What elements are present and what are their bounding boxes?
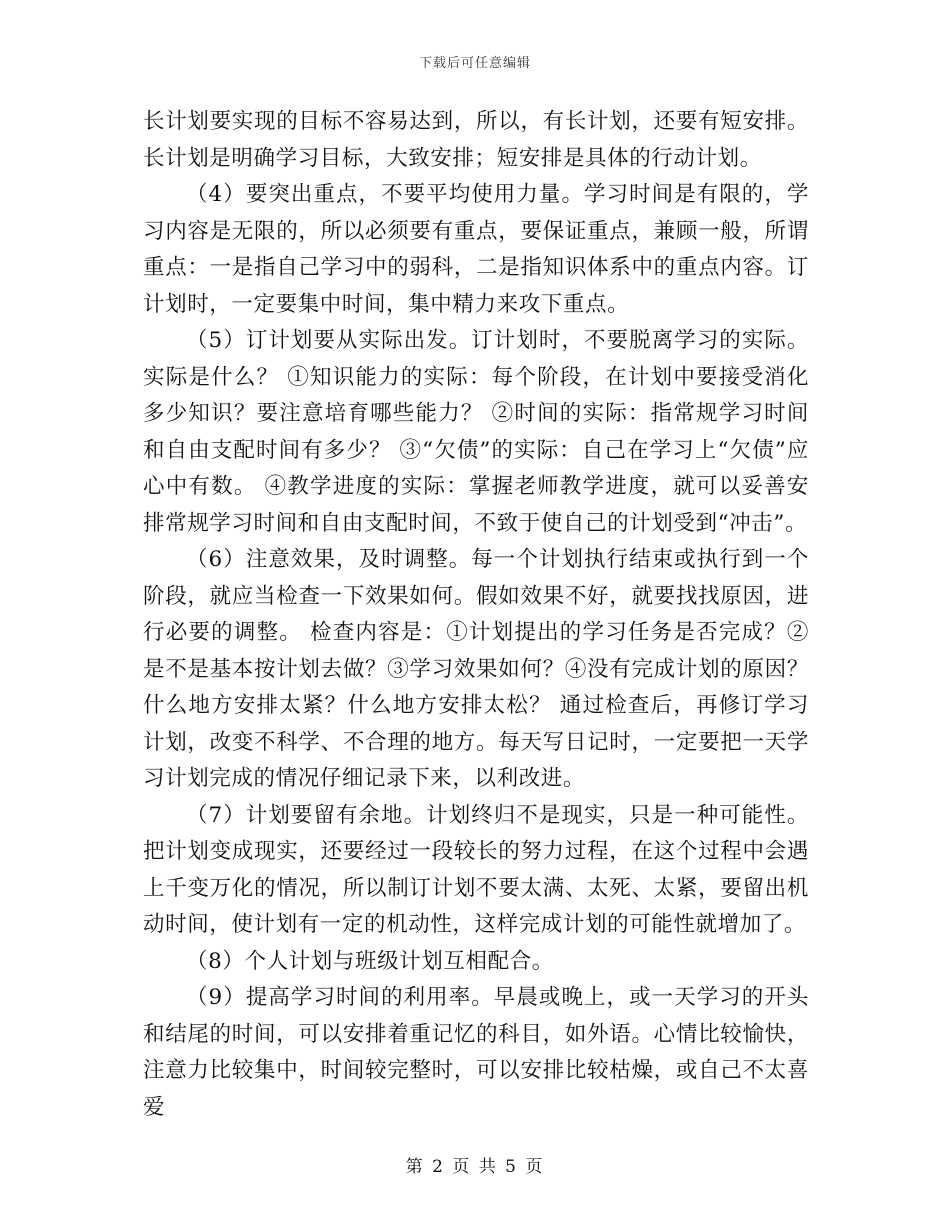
page-footer: 第 2 页 共 5 页 [405, 1157, 545, 1177]
document-body [143, 104, 809, 1126]
paragraph-4: （6）注意效果，及时调整。每一个计划执行结束或执行到一个阶段，就应当检查一下效果如何。假如效果不好，就要找找原因，进行必要的调整。 检查内容是：①计划提出的学习任务是否完成？②是不是基本按计划去做？③学习效果如何？④没有完成计划的原因？什么地方安排太紧？什么地方安排太松？ 通过检查后，再修订学习计划，改变不科学、不合理的地方。每天写日记时，一定要把一天学习计划完成的情况仔细记录下来，以利改进。 [143, 547, 809, 791]
paragraph-3: （5）订计划要从实际出发。订计划时，不要脱离学习的实际。 实际是什么？ ①知识能力的实际：每个阶段，在计划中要接受消化多少知识？要注意培育哪些能力？ ②时间的实际：指常规学习时间和自由支配时间有多少？ ③“欠债”的实际：自己在学习上“欠债”应心中有数。 ④教学进度的实际：掌握老师教学进度，就可以妥善安排常规学习时间和自由支配时间，不致于使自己的计划受到“冲击”。 [143, 328, 809, 536]
paragraph-5: （7）计划要留有余地。计划终归不是现实，只是一种可能性。把计划变成现实，还要经过一段较长的努力过程，在这个过程中会遇上千变万化的情况，所以制订计划不要太满、太死、太紧，要留出机动时间，使计划有一定的机动性，这样完成计划的可能性就增加了。 [143, 802, 809, 937]
paragraph-7: （9）提高学习时间的利用率。早晨或晚上，或一天学习的开头和结尾的时间，可以安排着重记忆的科目，如外语。心情比较愉快，注意力比较集中，时间较完整时，可以安排比较枯燥，或自己不太喜爱 [143, 985, 809, 1120]
page-header: 下载后可任意编辑 [418, 56, 531, 71]
paragraph-6: （8）个人计划与班级计划互相配合。 [186, 948, 554, 974]
paragraph-2: （4）要突出重点，不要平均使用力量。学习时间是有限的，学习内容是无限的，所以必须要有重点，要保证重点，兼顾一般，所谓重点：一是指自己学习中的弱科，二是指知识体系中的重点内容。订计划时，一定要集中时间，集中精力来攻下重点。 [143, 182, 809, 317]
paragraph-1: 长计划要实现的目标不容易达到，所以，有长计划，还要有短安排。长计划是明确学习目标，大致安排；短安排是具体的行动计划。 [143, 109, 809, 171]
